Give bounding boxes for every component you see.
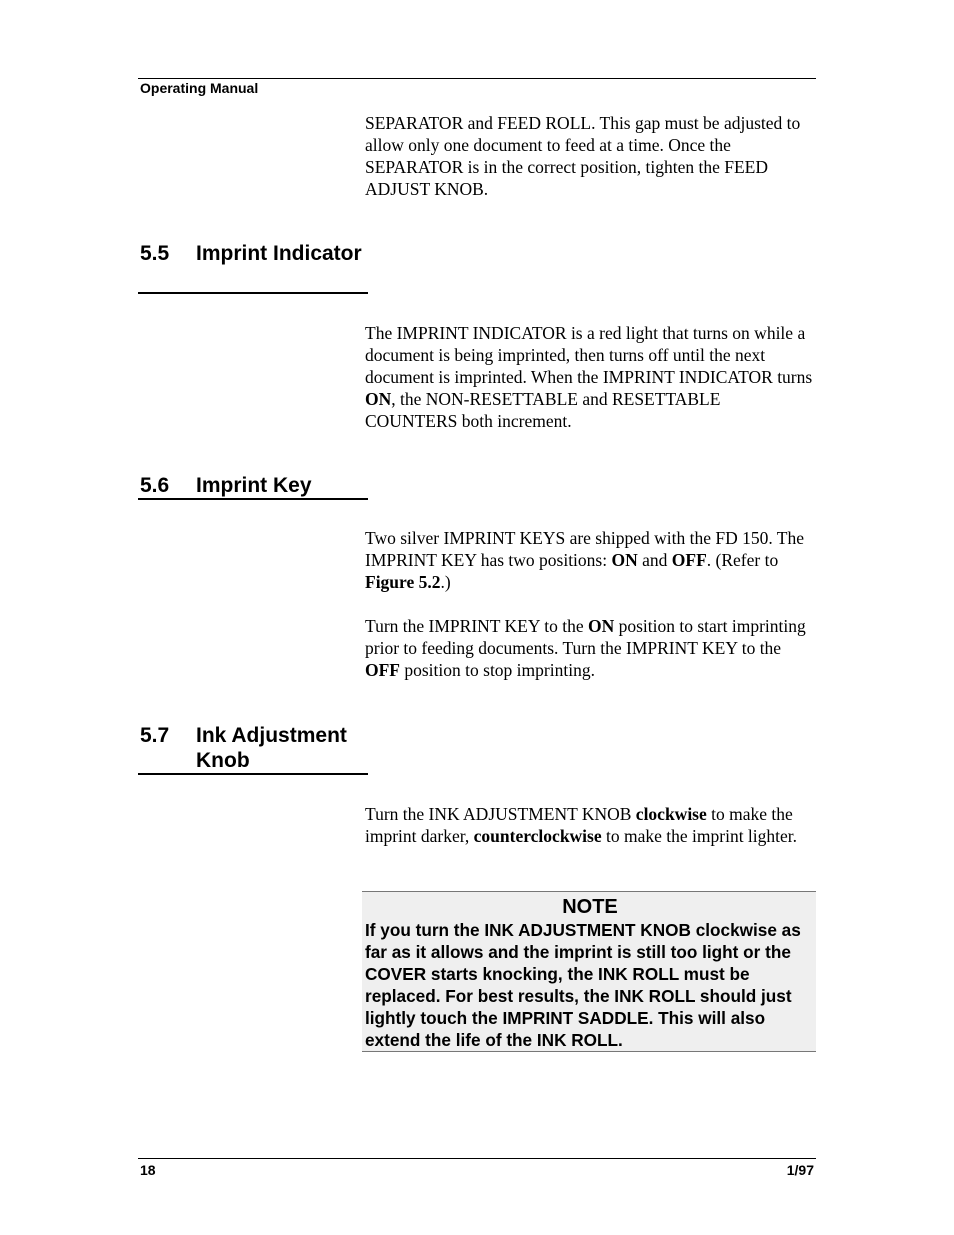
text-run: Turn the INK ADJUSTMENT KNOB xyxy=(365,804,636,824)
section-title: Ink Adjustment Knob xyxy=(196,724,347,772)
section-title: Imprint Indicator xyxy=(196,242,362,265)
text-run: Turn the IMPRINT KEY to the xyxy=(365,616,588,636)
bold-run: counterclockwise xyxy=(473,826,602,846)
intro-paragraph xyxy=(365,112,815,200)
text-run: to make the imprint lighter. xyxy=(601,826,798,846)
text-run: , the NON-RESETTABLE and RESETTABLE COUNTERS both increment. xyxy=(365,389,721,431)
section-heading-5-6 xyxy=(140,473,368,498)
section-heading-5-5 xyxy=(140,241,368,266)
section-rule xyxy=(138,292,368,294)
intro-text: SEPARATOR and FEED ROLL. This gap must be adjusted to allow only one document to feed at a time. Once the SEPARATOR is in the correct position, tighten the FEED ADJUST KNOB. xyxy=(365,113,801,199)
bold-run: ON xyxy=(611,550,638,570)
revision-date: 1/97 xyxy=(786,1162,814,1178)
bold-run: OFF xyxy=(671,550,707,570)
section-number: 5.5 xyxy=(140,242,170,265)
text-run: Two silver IMPRINT KEYS are shipped with the FD 150. The IMPRINT KEY has two positions: xyxy=(365,528,804,570)
text-run: position to start imprinting prior to feeding documents. Turn the IMPRINT KEY to the xyxy=(365,616,806,658)
text-run: . (Refer to xyxy=(706,550,779,570)
note-box xyxy=(362,891,816,1052)
section-title: Imprint Key xyxy=(196,474,312,497)
text-run: and xyxy=(637,550,672,570)
section-5-5-paragraph xyxy=(365,322,815,432)
text-run: to make the imprint darker, xyxy=(365,804,793,846)
text-run: position to stop imprinting. xyxy=(400,660,595,680)
section-number: 5.6 xyxy=(140,474,170,497)
bold-run: ON xyxy=(365,389,392,409)
note-text: If you turn the INK ADJUSTMENT KNOB clockwise as far as it allows and the imprint is still too light or the COVER starts knocking, the INK ROLL must be replaced. For best results, the INK ROLL should just lightly touch the IMPRINT SADDLE. This will also extend the life of the INK ROLL. xyxy=(365,920,801,1050)
page-number: 18 xyxy=(140,1162,156,1178)
text-run: The IMPRINT INDICATOR is a red light that turns on while a document is being imprinted, then turns off until the next document is imprinted. When the IMPRINT INDICATOR turns xyxy=(365,323,813,387)
section-rule xyxy=(138,498,368,500)
figure-reference: Figure 5.2 xyxy=(365,572,441,592)
section-5-7-paragraph xyxy=(365,803,815,847)
bold-run: ON xyxy=(587,616,615,636)
note-title: NOTE xyxy=(562,896,618,918)
section-heading-5-7 xyxy=(140,723,368,773)
section-5-6-paragraph-2 xyxy=(365,615,815,681)
bold-run: OFF xyxy=(365,660,400,680)
text-run: .) xyxy=(440,572,451,592)
header-rule xyxy=(138,78,816,79)
section-5-6-paragraph-1 xyxy=(365,527,815,593)
section-rule xyxy=(138,773,368,775)
section-number: 5.7 xyxy=(140,724,170,747)
bold-run: clockwise xyxy=(635,804,707,824)
footer-rule xyxy=(138,1158,816,1159)
running-head: Operating Manual xyxy=(140,80,259,96)
